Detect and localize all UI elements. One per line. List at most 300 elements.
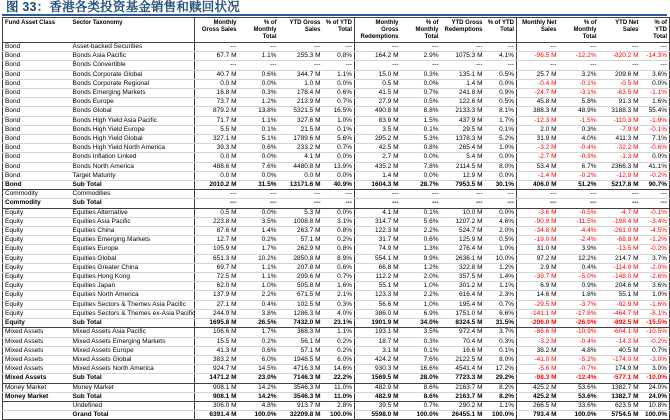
- value-cell: -96.5 M: [517, 52, 559, 61]
- value-cell: 2.9%: [401, 52, 441, 61]
- value-cell: 5754.5 M: [599, 411, 641, 420]
- value-cell: 368.3 M: [279, 328, 323, 337]
- value-cell: 14.2%: [239, 392, 279, 401]
- value-cell: 164.2 M: [355, 52, 401, 61]
- value-cell: ---: [441, 190, 485, 199]
- value-cell: 435.2 M: [355, 162, 401, 171]
- value-cell: 5.3%: [401, 135, 441, 144]
- value-cell: ---: [517, 61, 559, 70]
- asset-class-cell: [3, 411, 71, 420]
- value-cell: 913.7 M: [279, 401, 323, 410]
- value-cell: -174.0 M: [599, 355, 641, 364]
- value-cell: 73.7 M: [195, 98, 239, 107]
- table-row: [3, 89, 670, 98]
- value-cell: 7.6%: [239, 162, 279, 171]
- sector-cell: Bonds Inflation Linked: [71, 153, 195, 162]
- value-cell: 1471.2 M: [195, 374, 239, 383]
- value-cell: 16.6 M: [441, 346, 485, 355]
- value-cell: 3.8%: [239, 309, 279, 318]
- value-cell: -604.1 M: [599, 328, 641, 337]
- value-cell: 5.8%: [559, 98, 599, 107]
- value-cell: 0.8%: [323, 245, 355, 254]
- value-cell: 11.0%: [323, 383, 355, 392]
- value-cell: 0.6%: [239, 144, 279, 153]
- table-row: [3, 291, 670, 300]
- header-cell: YTD Gross Redemptions: [441, 18, 485, 43]
- table-row: [3, 116, 670, 125]
- value-cell: -0.1%: [641, 125, 670, 134]
- value-cell: ---: [323, 190, 355, 199]
- value-cell: 0.7%: [641, 346, 670, 355]
- table-row: [3, 300, 670, 309]
- value-cell: 1.1%: [239, 273, 279, 282]
- value-cell: -0.2%: [641, 245, 670, 254]
- value-cell: ---: [517, 190, 559, 199]
- value-cell: -0.5%: [559, 208, 599, 217]
- table-header: [3, 18, 670, 43]
- value-cell: 1751.0 M: [441, 309, 485, 318]
- value-cell: 1.1%: [239, 52, 279, 61]
- value-cell: -0.1%: [559, 79, 599, 88]
- value-cell: -4.4%: [559, 227, 599, 236]
- value-cell: 1.0%: [401, 300, 441, 309]
- table-row: [3, 346, 670, 355]
- value-cell: 11.0%: [323, 392, 355, 401]
- value-cell: 10.0 M: [441, 208, 485, 217]
- asset-class-cell: Mixed Assets: [3, 328, 71, 337]
- sector-cell: Bonds Europe: [71, 98, 195, 107]
- value-cell: 386.0 M: [355, 309, 401, 318]
- table-row: [3, 98, 670, 107]
- header-cell: % of YTD Total: [323, 18, 355, 43]
- asset-class-cell: Bond: [3, 61, 71, 70]
- value-cell: 67.7 M: [195, 52, 239, 61]
- value-cell: 0.6%: [401, 236, 441, 245]
- asset-class-cell: Bond: [3, 89, 71, 98]
- value-cell: 437.9 M: [441, 116, 485, 125]
- value-cell: -0.4%: [559, 144, 599, 153]
- value-cell: -0.4 M: [517, 79, 559, 88]
- table-row: [3, 208, 670, 217]
- value-cell: 57.1 M: [279, 346, 323, 355]
- header-cell: Sector Taxonomy: [71, 18, 195, 43]
- value-cell: 41.1%: [641, 162, 670, 171]
- value-cell: -26.0%: [559, 319, 599, 328]
- value-cell: 0.0%: [239, 208, 279, 217]
- value-cell: 0.2%: [323, 236, 355, 245]
- value-cell: 0.0 M: [195, 79, 239, 88]
- value-cell: ---: [641, 190, 670, 199]
- value-cell: 524.7 M: [441, 227, 485, 236]
- value-cell: -3.2 M: [517, 144, 559, 153]
- value-cell: 27.1 M: [195, 300, 239, 309]
- sector-cell: Mixed Assets Asia Pacific: [71, 328, 195, 337]
- table-row: [3, 70, 670, 79]
- asset-class-cell: Mixed Assets: [3, 365, 71, 374]
- value-cell: 106.6 M: [195, 328, 239, 337]
- asset-class-cell: Equity: [3, 282, 71, 291]
- value-cell: 8.2%: [485, 383, 517, 392]
- value-cell: 0.1%: [401, 346, 441, 355]
- value-cell: 0.0%: [239, 79, 279, 88]
- value-cell: 31.5%: [485, 319, 517, 328]
- value-cell: 57.1 M: [279, 236, 323, 245]
- value-cell: 31.7 M: [355, 236, 401, 245]
- value-cell: 908.1 M: [195, 383, 239, 392]
- asset-class-cell: Bond: [3, 52, 71, 61]
- table-row: [3, 190, 670, 199]
- sector-cell: Equities North America: [71, 291, 195, 300]
- value-cell: -1.4 M: [517, 171, 559, 180]
- value-cell: -39.7 M: [517, 273, 559, 282]
- value-cell: 72.5 M: [195, 273, 239, 282]
- sector-cell: Equities Greater China: [71, 263, 195, 272]
- value-cell: 314.7 M: [355, 217, 401, 226]
- header-cell: % of Monthly Total: [559, 18, 599, 43]
- value-cell: 55.1 M: [355, 282, 401, 291]
- table-row: [3, 245, 670, 254]
- value-cell: 1.2%: [401, 263, 441, 272]
- asset-class-cell: Money Market: [3, 383, 71, 392]
- value-cell: 53.4 M: [517, 162, 559, 171]
- value-cell: 1286.3 M: [279, 309, 323, 318]
- value-cell: 2850.8 M: [279, 254, 323, 263]
- value-cell: 1.4%: [239, 227, 279, 236]
- value-cell: ---: [195, 43, 239, 52]
- value-cell: 482.9 M: [355, 392, 401, 401]
- value-cell: 122.6 M: [441, 98, 485, 107]
- header-cell: Monthly Gross Sales: [195, 18, 239, 43]
- sector-cell: Sub Total: [71, 181, 195, 190]
- value-cell: -14.3%: [641, 52, 670, 61]
- value-cell: 7.6%: [401, 355, 441, 364]
- sector-cell: Grand Total: [71, 411, 195, 420]
- asset-class-cell: Commodity: [3, 199, 71, 208]
- value-cell: 0.0%: [239, 153, 279, 162]
- value-cell: ---: [279, 199, 323, 208]
- value-cell: -1.9%: [641, 116, 670, 125]
- value-cell: 83.9 M: [355, 116, 401, 125]
- value-cell: 482.9 M: [355, 383, 401, 392]
- value-cell: 0.0 M: [195, 153, 239, 162]
- value-cell: 53.6%: [559, 383, 599, 392]
- value-cell: 22.2%: [323, 374, 355, 383]
- asset-class-cell: Equity: [3, 291, 71, 300]
- value-cell: 0.6%: [323, 263, 355, 272]
- value-cell: 24.0%: [641, 392, 670, 401]
- value-cell: 7146.3 M: [279, 374, 323, 383]
- value-cell: 100.0%: [641, 411, 670, 420]
- table-row: [3, 171, 670, 180]
- sector-cell: Sub Total: [71, 319, 195, 328]
- value-cell: -12.3 M: [517, 116, 559, 125]
- value-cell: -3.2 M: [517, 337, 559, 346]
- value-cell: 0.4%: [239, 300, 279, 309]
- value-cell: ---: [441, 43, 485, 52]
- value-cell: 29.5 M: [441, 125, 485, 134]
- value-cell: 1.7%: [485, 116, 517, 125]
- value-cell: 4.8%: [559, 346, 599, 355]
- value-cell: 29.2%: [485, 374, 517, 383]
- table-row: [3, 162, 670, 171]
- value-cell: 33.6%: [559, 401, 599, 410]
- value-cell: 1.6%: [641, 98, 670, 107]
- value-cell: 6391.4 M: [195, 411, 239, 420]
- value-cell: 14.2%: [239, 383, 279, 392]
- value-cell: -5.0%: [559, 273, 599, 282]
- value-cell: 4716.3 M: [279, 365, 323, 374]
- value-cell: ---: [559, 199, 599, 208]
- value-cell: ---: [441, 61, 485, 70]
- value-cell: 0.0%: [485, 79, 517, 88]
- value-cell: 6.9 M: [517, 282, 559, 291]
- table-row: [3, 153, 670, 162]
- value-cell: -10.0%: [641, 374, 670, 383]
- value-cell: 505.8 M: [279, 282, 323, 291]
- value-cell: 6.6%: [485, 309, 517, 318]
- value-cell: 651.3 M: [195, 254, 239, 263]
- value-cell: 70.4 M: [441, 337, 485, 346]
- value-cell: 0.2%: [323, 346, 355, 355]
- value-cell: 6.0%: [239, 355, 279, 364]
- value-cell: 3.5 M: [355, 125, 401, 134]
- value-cell: 21.5 M: [279, 125, 323, 134]
- value-cell: ---: [195, 199, 239, 208]
- value-cell: 0.0%: [323, 208, 355, 217]
- value-cell: 0.9%: [485, 89, 517, 98]
- value-cell: 1378.3 M: [441, 135, 485, 144]
- sector-cell: Equities Europe: [71, 245, 195, 254]
- value-cell: 3.9%: [559, 245, 599, 254]
- value-cell: 2.7 M: [355, 153, 401, 162]
- value-cell: 174.9 M: [599, 365, 641, 374]
- table-row: [3, 401, 670, 410]
- value-cell: 15.0 M: [355, 70, 401, 79]
- value-cell: 125.9 M: [441, 236, 485, 245]
- sector-cell: Equities China: [71, 227, 195, 236]
- value-cell: 490.8 M: [355, 107, 401, 116]
- value-cell: ---: [355, 190, 401, 199]
- value-cell: -577.1 M: [599, 374, 641, 383]
- sector-cell: Bonds High Yield Global: [71, 135, 195, 144]
- value-cell: 3546.3 M: [279, 392, 323, 401]
- value-cell: 425.2 M: [517, 383, 559, 392]
- sector-cell: Bonds Emerging Markets: [71, 89, 195, 98]
- value-cell: -15.5%: [641, 319, 670, 328]
- value-cell: -892.5 M: [599, 319, 641, 328]
- value-cell: 213.9 M: [279, 98, 323, 107]
- value-cell: 0.1%: [401, 208, 441, 217]
- value-cell: 12.2%: [559, 254, 599, 263]
- fund-flow-table: [2, 17, 670, 420]
- table-row: [3, 263, 670, 272]
- table-row: [3, 337, 670, 346]
- value-cell: 209.6 M: [599, 70, 641, 79]
- sector-cell: Bonds High Yield Europe: [71, 125, 195, 134]
- value-cell: ---: [485, 199, 517, 208]
- value-cell: 0.7%: [323, 144, 355, 153]
- value-cell: 879.2 M: [195, 107, 239, 116]
- value-cell: -4.5%: [641, 227, 670, 236]
- value-cell: -32.2 M: [599, 144, 641, 153]
- value-cell: 2010.2 M: [195, 181, 239, 190]
- header-cell: Monthly Net Sales: [517, 18, 559, 43]
- value-cell: 0.3%: [323, 300, 355, 309]
- value-cell: 0.9%: [559, 282, 599, 291]
- value-cell: 41.5 M: [355, 89, 401, 98]
- value-cell: ---: [279, 61, 323, 70]
- value-cell: 0.1%: [239, 125, 279, 134]
- value-cell: 1.4 M: [441, 79, 485, 88]
- sector-cell: Sub Total: [71, 392, 195, 401]
- table-row: [3, 107, 670, 116]
- asset-class-cell: Mixed Assets: [3, 346, 71, 355]
- value-cell: 908.1 M: [195, 392, 239, 401]
- sector-cell: Bonds Corporate Regional: [71, 79, 195, 88]
- table-row: [3, 411, 670, 420]
- value-cell: -148.0 M: [599, 273, 641, 282]
- value-cell: 1604.3 M: [355, 181, 401, 190]
- value-cell: 0.3%: [239, 89, 279, 98]
- value-cell: 5.6%: [323, 135, 355, 144]
- sector-cell: Bonds Convertible: [71, 61, 195, 70]
- value-cell: 8.6%: [401, 383, 441, 392]
- value-cell: -0.5 M: [599, 79, 641, 88]
- asset-class-cell: Mixed Assets: [3, 337, 71, 346]
- value-cell: 424.2 M: [355, 355, 401, 364]
- table-row: [3, 144, 670, 153]
- value-cell: 5.5 M: [195, 125, 239, 134]
- value-cell: -464.7 M: [599, 309, 641, 318]
- value-cell: 244.9 M: [195, 309, 239, 318]
- value-cell: 0.2%: [239, 236, 279, 245]
- value-cell: 1.2%: [239, 98, 279, 107]
- value-cell: 55.4%: [641, 107, 670, 116]
- value-cell: 31.5%: [239, 181, 279, 190]
- value-cell: -1.5%: [559, 116, 599, 125]
- value-cell: 0.1%: [401, 125, 441, 134]
- value-cell: 793.4 M: [517, 411, 559, 420]
- value-cell: -261.0 M: [599, 227, 641, 236]
- value-cell: 0.3%: [559, 125, 599, 134]
- value-cell: 41.3 M: [195, 346, 239, 355]
- asset-class-cell: Equity: [3, 309, 71, 318]
- value-cell: ---: [559, 43, 599, 52]
- value-cell: 27.9 M: [355, 98, 401, 107]
- value-cell: 306.0 M: [195, 401, 239, 410]
- table-row: [3, 236, 670, 245]
- value-cell: 8.9%: [323, 254, 355, 263]
- value-cell: 6.9%: [401, 309, 441, 318]
- value-cell: 0.7%: [401, 401, 441, 410]
- value-cell: 623.5 M: [599, 401, 641, 410]
- value-cell: 1.3%: [401, 245, 441, 254]
- value-cell: 0.0%: [401, 171, 441, 180]
- value-cell: 0.0%: [401, 79, 441, 88]
- value-cell: 87.6 M: [195, 227, 239, 236]
- value-cell: 178.4 M: [279, 89, 323, 98]
- value-cell: 100.0%: [485, 411, 517, 420]
- value-cell: 17.2%: [485, 365, 517, 374]
- sector-cell: Bonds High Yield Asia Pacific: [71, 116, 195, 125]
- table-row: [3, 43, 670, 52]
- value-cell: 100.0%: [239, 411, 279, 420]
- value-cell: 263.7 M: [279, 227, 323, 236]
- value-cell: 671.5 M: [279, 291, 323, 300]
- value-cell: 97.2 M: [517, 254, 559, 263]
- sector-cell: Equities Global: [71, 254, 195, 263]
- value-cell: 214.7 M: [599, 254, 641, 263]
- sector-cell: Equities Sectors & Themes ex-Asia Pacific: [72, 309, 196, 317]
- asset-class-cell: Mixed Assets: [3, 374, 71, 383]
- value-cell: 34.0%: [401, 319, 441, 328]
- value-cell: ---: [599, 61, 641, 70]
- value-cell: 31.0 M: [517, 245, 559, 254]
- value-cell: 2122.5 M: [441, 355, 485, 364]
- value-cell: 3.1 M: [355, 346, 401, 355]
- value-cell: 48.9%: [559, 107, 599, 116]
- value-cell: -17.8%: [559, 309, 599, 318]
- asset-class-cell: Bond: [3, 135, 71, 144]
- value-cell: 105.9 M: [195, 245, 239, 254]
- value-cell: 1.1%: [485, 401, 517, 410]
- value-cell: 2133.3 M: [441, 107, 485, 116]
- header-cell: Monthly Gross Redemptions: [355, 18, 401, 43]
- table-row: [3, 328, 670, 337]
- value-cell: ---: [239, 43, 279, 52]
- value-cell: 0.5%: [485, 98, 517, 107]
- value-cell: -4.7 M: [599, 208, 641, 217]
- value-cell: 233.2 M: [279, 144, 323, 153]
- table-row: [3, 319, 670, 328]
- value-cell: 0.0%: [641, 79, 670, 88]
- value-cell: -98.3 M: [517, 374, 559, 383]
- asset-class-cell: Bond: [3, 125, 71, 134]
- value-cell: -3.4%: [641, 217, 670, 226]
- value-cell: 0.5%: [485, 236, 517, 245]
- asset-class-cell: Bond: [3, 181, 71, 190]
- asset-class-cell: Bond: [3, 79, 71, 88]
- asset-class-cell: Bond: [3, 70, 71, 79]
- value-cell: 554.1 M: [355, 254, 401, 263]
- asset-class-cell: Money Market: [3, 392, 71, 401]
- value-cell: 1.7%: [239, 245, 279, 254]
- value-cell: 100.0%: [559, 411, 599, 420]
- value-cell: 7723.3 M: [441, 374, 485, 383]
- value-cell: 8.1%: [485, 107, 517, 116]
- value-cell: 40.9%: [323, 181, 355, 190]
- table-row: [3, 282, 670, 291]
- value-cell: 91.3 M: [599, 98, 641, 107]
- value-cell: 0.3%: [485, 337, 517, 346]
- value-cell: 1.0%: [401, 282, 441, 291]
- value-cell: 3.5%: [401, 328, 441, 337]
- value-cell: 0.2%: [239, 337, 279, 346]
- table-row: [3, 61, 670, 70]
- value-cell: 2163.7 M: [441, 383, 485, 392]
- value-cell: 1.1%: [239, 116, 279, 125]
- table-row: [3, 135, 670, 144]
- value-cell: 5.1%: [239, 135, 279, 144]
- value-cell: 0.2%: [323, 337, 355, 346]
- value-cell: 1.0%: [641, 291, 670, 300]
- value-cell: 112.2 M: [355, 273, 401, 282]
- value-cell: -3.7%: [559, 300, 599, 309]
- value-cell: 344.7 M: [279, 70, 323, 79]
- sector-cell: Equities Hong Kong: [71, 273, 195, 282]
- value-cell: 1.4%: [485, 273, 517, 282]
- value-cell: 13.8%: [239, 107, 279, 116]
